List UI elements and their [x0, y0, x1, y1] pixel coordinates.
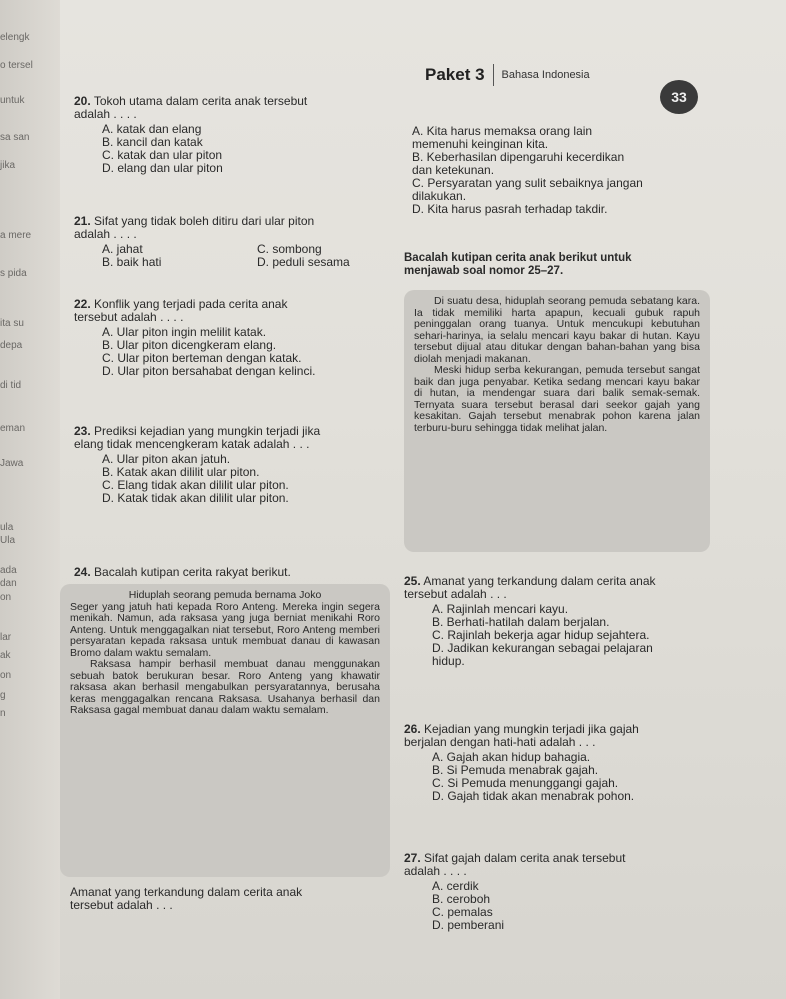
- option-a[interactable]: A. cerdik: [432, 879, 479, 893]
- question-stem: Sifat yang tidak boleh ditiru dari ular piton adalah . . . .: [74, 214, 315, 241]
- option-b[interactable]: B. Berhati-hatilah dalam berjalan.: [432, 615, 610, 629]
- margin-fragment: jika: [0, 160, 16, 171]
- margin-fragment: untuk: [0, 95, 25, 106]
- story-paragraph-2: Meski hidup serba kekurangan, pemuda tersebut sangat baik dan juga penyabar. Ketika sedang mencari kayu bakar di hutan, ia mendengar suara dari balik semak-semak. Ternyata suara tersebut berasal dari seekor gajah yang kesakitan. Gajah tersebut menabrak pohon karena jalan terburu-buru sehingga tidak melihat jalan.: [414, 364, 700, 434]
- question-21: [74, 215, 394, 269]
- option-a[interactable]: A. Rajinlah mencari kayu.: [432, 602, 569, 616]
- margin-fragment: Ula: [0, 535, 16, 546]
- question-23: [74, 425, 394, 505]
- question-stem: Kejadian yang mungkin terjadi jika gajah berjalan dengan hati-hati adalah . . .: [404, 722, 639, 749]
- question-stem: Bacalah kutipan cerita rakyat berikut.: [94, 565, 291, 579]
- question-number: 26.: [404, 722, 421, 736]
- option-a[interactable]: A. Ular piton akan jatuh.: [102, 452, 231, 466]
- page-number-badge: 33: [660, 80, 698, 114]
- question-27: [404, 852, 724, 932]
- story-box-legend: [60, 584, 390, 877]
- question-24-options: [412, 125, 712, 216]
- margin-fragment: a mere: [0, 230, 32, 241]
- margin-fragment: eman: [0, 423, 26, 434]
- margin-fragment: depa: [0, 340, 23, 351]
- option-b[interactable]: B. Si Pemuda menabrak gajah.: [432, 763, 599, 777]
- margin-fragment: elengk: [0, 32, 30, 43]
- story-box-anak: [404, 290, 710, 552]
- question-number: 20.: [74, 94, 91, 108]
- question-25: [404, 575, 724, 668]
- margin-fragment: ula: [0, 522, 14, 533]
- question-stem: Tokoh utama dalam cerita anak tersebut adalah . . . .: [74, 94, 308, 121]
- option-d[interactable]: D. Katak tidak akan dililit ular piton.: [102, 491, 289, 505]
- option-d[interactable]: D. Kita harus pasrah terhadap takdir.: [412, 202, 608, 216]
- option-d[interactable]: D. elang dan ular piton: [102, 161, 223, 175]
- option-b[interactable]: B. kancil dan katak: [102, 135, 203, 149]
- question-20: [74, 95, 394, 175]
- story-first-line: Hiduplah seorang pemuda bernama Joko: [128, 589, 322, 601]
- question-number: 23.: [74, 424, 91, 438]
- paket-label: Paket 3: [425, 65, 485, 84]
- option-d[interactable]: D. Gajah tidak akan menabrak pohon.: [432, 789, 635, 803]
- option-c[interactable]: C. sombong: [257, 242, 322, 256]
- question-number: 24.: [74, 565, 91, 579]
- option-b[interactable]: B. Katak akan dililit ular piton.: [102, 465, 260, 479]
- question-number: 27.: [404, 851, 421, 865]
- margin-fragment: dan: [0, 578, 17, 589]
- option-c[interactable]: C. katak dan ular piton: [102, 148, 223, 162]
- question-stem: Sifat gajah dalam cerita anak tersebut adalah . . . .: [404, 851, 626, 878]
- page-header: [425, 64, 590, 86]
- option-c[interactable]: C. Elang tidak akan dililit ular piton.: [102, 478, 289, 492]
- option-c[interactable]: C. Rajinlah bekerja agar hidup sejahtera.: [432, 628, 650, 642]
- question-stem: Konflik yang terjadi pada cerita anak tersebut adalah . . . .: [74, 297, 288, 324]
- margin-fragment: sa san: [0, 132, 30, 143]
- question-number: 21.: [74, 214, 91, 228]
- option-b[interactable]: B. Keberhasilan dipengaruhi kecerdikan dan ketekunan.: [412, 150, 625, 177]
- margin-fragment: di tid: [0, 380, 22, 391]
- option-a[interactable]: A. Kita harus memaksa orang lain memenuhi keinginan kita.: [412, 124, 593, 151]
- margin-fragment: n: [0, 708, 6, 719]
- previous-page-edge: [0, 0, 60, 999]
- margin-fragment: g: [0, 690, 6, 701]
- option-c[interactable]: C. Ular piton berteman dengan katak.: [102, 351, 302, 365]
- option-a[interactable]: A. katak dan elang: [102, 122, 202, 136]
- option-d[interactable]: D. peduli sesama: [257, 255, 350, 269]
- option-c[interactable]: C. pemalas: [432, 905, 493, 919]
- margin-fragment: o tersel: [0, 60, 33, 71]
- question-stem: Prediksi kejadian yang mungkin terjadi jika elang tidak mencengkeram katak adalah . . .: [74, 424, 321, 451]
- option-c[interactable]: C. Si Pemuda menunggangi gajah.: [432, 776, 619, 790]
- story-paragraph-2: Raksasa hampir berhasil membuat danau menggunakan sebuah batok berukuran besar. Roro Anteng yang khawatir raksasa akan berhasil mengabulkan persyaratannya, berusaha keras menggagalkan rencana Raksasa. Usahanya berhasil dan Raksasa gagal membuat danau dalam waktu semalam.: [70, 658, 380, 716]
- option-a[interactable]: A. Gajah akan hidup bahagia.: [432, 750, 591, 764]
- story-paragraph-1: Seger yang jatuh hati kepada Roro Anteng. Mereka ingin segera menikah. Namun, ada raksasa yang juga berniat menikahi Roro Anteng. Untuk menggagalkan niat tersebut, Roro Anteng memberi persyaratan kepada raksasa untuk membuat danau di kawasan Bromo dalam waktu semalam.: [70, 600, 380, 659]
- question-26: [404, 723, 724, 803]
- margin-fragment: ak: [0, 650, 11, 661]
- question-24: [74, 566, 394, 579]
- question-24-prompt: Amanat yang terkandung dalam cerita anak tersebut adalah . . .: [70, 885, 303, 912]
- option-a[interactable]: A. jahat: [102, 242, 143, 256]
- subject-label: Bahasa Indonesia: [501, 69, 590, 81]
- option-b[interactable]: B. ceroboh: [432, 892, 491, 906]
- question-stem: Amanat yang terkandung dalam cerita anak tersebut adalah . . .: [404, 574, 656, 601]
- margin-fragment: s pida: [0, 268, 27, 279]
- story-paragraph-1: Di suatu desa, hiduplah seorang pemuda sebatang kara. Ia tidak memiliki harta apapun, kecuali gubuk rapuh peninggalan orang tuanya. Untuk mencukupi kebutuhan sehari-harinya, ia selalu mencari kayu bakar di hutan. Kayu tersebut dijual atau ditukar dengan bahan-bahan yang bisa diolah menjadi makanan.: [414, 295, 700, 365]
- margin-fragment: on: [0, 592, 12, 603]
- option-b[interactable]: B. baik hati: [102, 255, 162, 269]
- question-22: [74, 298, 394, 378]
- header-divider: [493, 64, 494, 86]
- reading-instruction: Bacalah kutipan cerita anak berikut untuk menjawab soal nomor 25–27.: [404, 252, 632, 277]
- option-d[interactable]: D. pemberani: [432, 918, 505, 932]
- margin-fragment: ada: [0, 565, 17, 576]
- margin-fragment: on: [0, 670, 12, 681]
- option-d[interactable]: D. Jadikan kekurangan sebagai pelajaran hidup.: [432, 641, 653, 668]
- option-c[interactable]: C. Persyaratan yang sulit sebaiknya jangan dilakukan.: [412, 176, 643, 203]
- margin-fragment: ita su: [0, 318, 24, 329]
- option-a[interactable]: A. Ular piton ingin melilit katak.: [102, 325, 267, 339]
- option-d[interactable]: D. Ular piton bersahabat dengan kelinci.: [102, 364, 316, 378]
- question-number: 22.: [74, 297, 91, 311]
- option-b[interactable]: B. Ular piton dicengkeram elang.: [102, 338, 277, 352]
- margin-fragment: lar: [0, 632, 12, 643]
- question-number: 25.: [404, 574, 421, 588]
- margin-fragment: Jawa: [0, 458, 24, 469]
